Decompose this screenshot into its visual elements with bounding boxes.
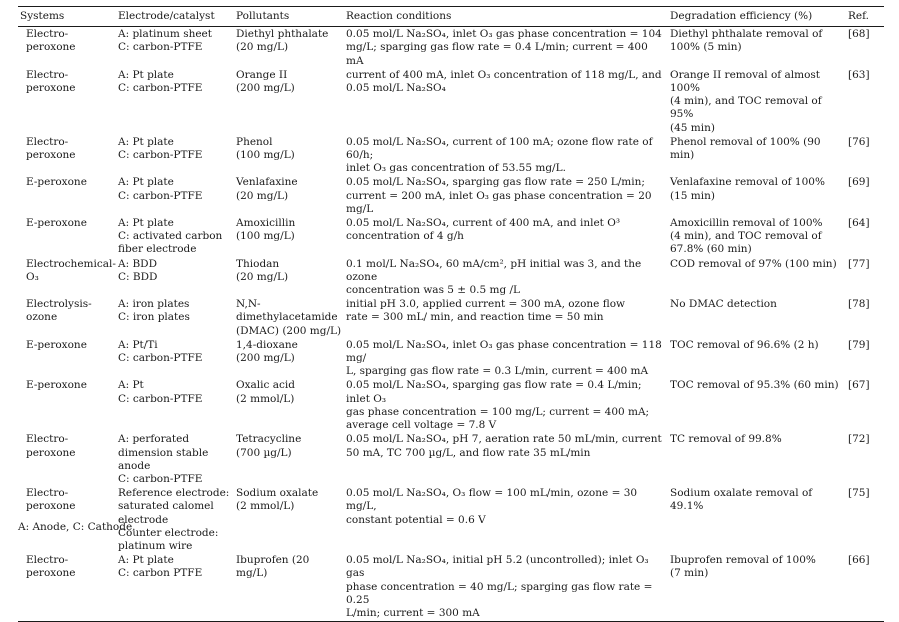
- cell-line: Electrolysis-: [26, 298, 92, 311]
- cell-system: [18, 135, 116, 176]
- cell-electrode: [116, 378, 234, 432]
- cell-line: electrode: [118, 513, 169, 526]
- cell-line: L/min; current = 300 mA: [346, 606, 480, 619]
- cell-line: (DMAC) (200 mg/L): [236, 324, 342, 337]
- cell-conditions: [344, 216, 668, 257]
- cell-line: 0.05 mol/L Na₂SO₄: [346, 82, 446, 95]
- cell-pollutant: [234, 135, 344, 176]
- cell-efficiency: [668, 378, 846, 432]
- cell-line: (100 mg/L): [236, 230, 295, 243]
- cell-line: E-peroxone: [26, 176, 87, 189]
- table-footnote: A: Anode, C: Cathode.: [18, 521, 136, 533]
- table-body: [18, 27, 884, 622]
- cell-line: Electro-: [26, 487, 69, 500]
- cell-electrode: [116, 175, 234, 216]
- cell-line: dimension stable: [118, 446, 209, 459]
- cell-efficiency: [668, 175, 846, 216]
- cell-line: E-peroxone: [26, 338, 87, 351]
- cell-ref: [63]: [848, 68, 870, 81]
- table-row: [18, 175, 884, 216]
- cell-line: dimethylacetamide: [236, 311, 338, 324]
- cell-pollutant: [234, 257, 344, 298]
- cell-line: 0.05 mol/L Na₂SO₄, pH 7, aeration rate 50 mL/min, current: [346, 433, 662, 446]
- cell-pollutant: [234, 297, 344, 338]
- cell-line: Electro-: [26, 135, 69, 148]
- cell-line: (700 µg/L): [236, 446, 292, 459]
- cell-line: peroxone: [26, 41, 76, 54]
- table-row: [18, 338, 884, 379]
- table-row: [18, 378, 884, 432]
- table-row: [18, 135, 884, 176]
- cell-pollutant: [234, 27, 344, 68]
- cell-line: (7 min): [670, 567, 709, 580]
- cell-line: anode: [118, 459, 151, 472]
- cell-system: [18, 27, 116, 68]
- cell-ref: [67]: [848, 379, 870, 392]
- cell-line: concentration was 5 ± 0.5 mg /L: [346, 284, 521, 297]
- cell-pollutant: [234, 338, 344, 379]
- cell-line: C: carbon-PTFE: [118, 82, 203, 95]
- cell-line: peroxone: [26, 567, 76, 580]
- cell-line: Electrochemical-: [26, 257, 116, 270]
- cell-ref: [68]: [848, 28, 870, 41]
- cell-line: (4 min), and TOC removal of: [670, 230, 822, 243]
- cell-line: initial pH 3.0, applied current = 300 mA, ozone flow: [346, 298, 626, 311]
- cell-conditions: [344, 135, 668, 176]
- cell-line: No DMAC detection: [670, 298, 777, 311]
- cell-line: A: iron plates: [118, 298, 190, 311]
- cell-line: Amoxicillin: [236, 217, 296, 230]
- cell-system: [18, 257, 116, 298]
- cell-line: C: activated carbon: [118, 230, 223, 243]
- cell-line: Tetracycline: [236, 433, 302, 446]
- cell-electrode: [116, 338, 234, 379]
- table-row: [18, 27, 884, 68]
- cell-ref: [77]: [848, 257, 870, 270]
- cell-ref: [79]: [848, 338, 870, 351]
- cell-line: TC removal of 99.8%: [670, 433, 782, 446]
- cell-line: A: Pt/Ti: [118, 338, 158, 351]
- cell-pollutant: [234, 216, 344, 257]
- cell-electrode: [116, 257, 234, 298]
- cell-system: [18, 175, 116, 216]
- cell-electrode: [116, 432, 234, 486]
- cell-pollutant: [234, 432, 344, 486]
- cell-system: [18, 216, 116, 257]
- header-systems: Systems: [18, 7, 116, 27]
- cell-line: gas phase concentration = 100 mg/L; current = 400 mA;: [346, 405, 650, 418]
- cell-pollutant: [234, 553, 344, 622]
- cell-electrode: [116, 135, 234, 176]
- table-row: [18, 297, 884, 338]
- cell-conditions: [344, 68, 668, 135]
- cell-system: [18, 297, 116, 338]
- cell-line: C: carbon-PTFE: [118, 352, 203, 365]
- cell-line: E-peroxone: [26, 379, 87, 392]
- table-row: [18, 68, 884, 135]
- cell-line: C: carbon-PTFE: [118, 472, 203, 485]
- cell-line: Oxalic acid: [236, 379, 295, 392]
- cell-line: TOC removal of 96.6% (2 h): [670, 338, 819, 351]
- cell-line: peroxone: [26, 446, 76, 459]
- cell-system: [18, 68, 116, 135]
- cell-ref: [78]: [848, 298, 870, 311]
- cell-line: C: carbon-PTFE: [118, 41, 203, 54]
- cell-line: Venlafaxine removal of 100%: [670, 176, 825, 189]
- cell-line: (20 mg/L): [236, 189, 289, 202]
- cell-line: C: BDD: [118, 270, 158, 283]
- cell-system: [18, 338, 116, 379]
- cell-line: A: Pt: [118, 379, 144, 392]
- table-row: [18, 257, 884, 298]
- header-ref: Ref.: [846, 7, 884, 27]
- cell-line: (200 mg/L): [236, 352, 295, 365]
- cell-line: Electro-: [26, 68, 69, 81]
- cell-line: A: Pt plate: [118, 135, 174, 148]
- cell-line: C: iron plates: [118, 311, 190, 324]
- cell-line: 0.05 mol/L Na₂SO₄, inlet O₃ gas phase concentration = 104: [346, 28, 662, 41]
- cell-line: Ibuprofen (20 mg/L): [236, 554, 310, 580]
- cell-line: 0.05 mol/L Na₂SO₄, initial pH 5.2 (uncontrolled); inlet O₃ gas: [346, 554, 649, 580]
- cell-system: [18, 553, 116, 622]
- cell-line: (20 mg/L): [236, 41, 289, 54]
- cell-electrode: [116, 27, 234, 68]
- cell-ref: [64]: [848, 217, 870, 230]
- cell-line: A: Pt plate: [118, 554, 174, 567]
- cell-line: Venlafaxine: [236, 176, 298, 189]
- cell-pollutant: [234, 486, 344, 553]
- header-efficiency: Degradation efficiency (%): [668, 7, 846, 27]
- cell-line: Orange II: [236, 68, 288, 81]
- cell-line: rate = 300 mL/ min, and reaction time = 50 min: [346, 311, 604, 324]
- cell-line: A: perforated: [118, 433, 190, 446]
- cell-line: 0.05 mol/L Na₂SO₄, current of 400 mA, and inlet O³: [346, 217, 621, 230]
- cell-conditions: [344, 27, 668, 68]
- cell-line: (20 mg/L): [236, 270, 289, 283]
- cell-line: mg/L; sparging gas flow rate = 0.4 L/min; current = 400 mA: [346, 41, 648, 67]
- cell-line: A: BDD: [118, 257, 158, 270]
- cell-line: 100% (5 min): [670, 41, 742, 54]
- cell-line: (2 mmol/L): [236, 500, 295, 513]
- cell-line: 1,4-dioxane: [236, 338, 298, 351]
- cell-conditions: [344, 553, 668, 622]
- cell-conditions: [344, 175, 668, 216]
- cell-ref: [69]: [848, 176, 870, 189]
- cell-line: C: carbon PTFE: [118, 567, 203, 580]
- cell-efficiency: [668, 338, 846, 379]
- cell-conditions: [344, 257, 668, 298]
- table-row: [18, 553, 884, 622]
- cell-line: Reference electrode:: [118, 487, 230, 500]
- cell-line: peroxone: [26, 149, 76, 162]
- cell-line: platinum wire: [118, 539, 193, 552]
- cell-electrode: [116, 486, 234, 553]
- cell-line: TOC removal of 95.3% (60 min): [670, 379, 839, 392]
- cell-ref: [72]: [848, 433, 870, 446]
- cell-efficiency: [668, 135, 846, 176]
- cell-line: C: carbon-PTFE: [118, 392, 203, 405]
- cell-efficiency: [668, 486, 846, 553]
- cell-line: current = 200 mA, inlet O₃ gas phase concentration = 20 mg/L: [346, 189, 652, 215]
- cell-efficiency: [668, 216, 846, 257]
- cell-pollutant: [234, 175, 344, 216]
- cell-line: Orange II removal of almost 100%: [670, 68, 821, 95]
- cell-line: current of 400 mA, inlet O₃ concentration of 118 mg/L, and: [346, 68, 662, 81]
- cell-line: A: platinum sheet: [118, 28, 212, 41]
- cell-line: constant potential = 0.6 V: [346, 513, 486, 526]
- cell-line: 50 mA, TC 700 µg/L, and flow rate 35 mL/min: [346, 446, 591, 459]
- header-pollutants: Pollutants: [234, 7, 344, 27]
- cell-line: Diethyl phthalate removal of: [670, 28, 823, 41]
- cell-line: fiber electrode: [118, 243, 197, 256]
- cell-line: (15 min): [670, 189, 715, 202]
- cell-line: 67.8% (60 min): [670, 243, 752, 256]
- cell-line: N,N-: [236, 298, 261, 311]
- cell-ref: [66]: [846, 553, 884, 622]
- cell-line: Electro-: [26, 554, 69, 567]
- cell-electrode: [116, 297, 234, 338]
- cell-line: 0.05 mol/L Na₂SO₄, O₃ flow = 100 mL/min, ozone = 30 mg/L,: [346, 487, 638, 513]
- cell-line: O₃: [26, 270, 39, 283]
- cell-conditions: [344, 338, 668, 379]
- cell-conditions: [344, 378, 668, 432]
- cell-electrode: [116, 553, 234, 622]
- cell-line: E-peroxone: [26, 217, 87, 230]
- cell-line: concentration of 4 g/h: [346, 230, 464, 243]
- cell-conditions: [344, 486, 668, 553]
- cell-electrode: [116, 216, 234, 257]
- cell-line: COD removal of 97% (100 min): [670, 257, 837, 270]
- cell-line: peroxone: [26, 82, 76, 95]
- cell-ref: [76]: [848, 135, 870, 148]
- table-row: [18, 216, 884, 257]
- cell-line: 0.05 mol/L Na₂SO₄, inlet O₃ gas phase concentration = 118 mg/: [346, 338, 662, 365]
- cell-line: L, sparging gas flow rate = 0.3 L/min, current = 400 mA: [346, 365, 649, 378]
- cell-line: 0.05 mol/L Na₂SO₄, current of 100 mA; ozone flow rate of 60/h;: [346, 135, 653, 162]
- cell-efficiency: [668, 68, 846, 135]
- data-table: [18, 6, 884, 622]
- cell-line: Diethyl phthalate: [236, 28, 329, 41]
- cell-line: (2 mmol/L): [236, 392, 295, 405]
- cell-pollutant: [234, 68, 344, 135]
- cell-line: average cell voltage = 7.8 V: [346, 419, 497, 432]
- cell-line: 0.05 mol/L Na₂SO₄, sparging gas flow rate = 0.4 L/min; inlet O₃: [346, 379, 642, 405]
- cell-line: A: Pt plate: [118, 68, 174, 81]
- cell-line: 0.05 mol/L Na₂SO₄, sparging gas flow rate = 250 L/min;: [346, 176, 645, 189]
- cell-line: ozone: [26, 311, 58, 324]
- cell-electrode: [116, 68, 234, 135]
- cell-line: Electro-: [26, 433, 69, 446]
- cell-line: C: carbon-PTFE: [118, 189, 203, 202]
- cell-efficiency: [668, 257, 846, 298]
- cell-line: Sodium oxalate removal of 49.1%: [670, 487, 813, 513]
- cell-conditions: [344, 432, 668, 486]
- cell-efficiency: [668, 432, 846, 486]
- cell-system: [18, 486, 116, 553]
- cell-line: Sodium oxalate: [236, 487, 319, 500]
- cell-system: [18, 432, 116, 486]
- header-electrode: Electrode/catalyst: [116, 7, 234, 27]
- cell-line: Thiodan: [236, 257, 280, 270]
- cell-system: [18, 378, 116, 432]
- cell-line: peroxone: [26, 500, 76, 513]
- cell-line: A: Pt plate: [118, 176, 174, 189]
- cell-line: phase concentration = 40 mg/L; sparging gas flow rate = 0.25: [346, 580, 653, 606]
- cell-line: (4 min), and TOC removal of 95%: [670, 95, 822, 121]
- cell-ref: [75]: [848, 487, 870, 500]
- cell-pollutant: [234, 378, 344, 432]
- cell-line: Amoxicillin removal of 100%: [670, 217, 823, 230]
- table-row: [18, 432, 884, 486]
- cell-line: Ibuprofen removal of 100%: [670, 554, 816, 567]
- table-header-row: [18, 7, 884, 27]
- cell-line: Electro-: [26, 28, 69, 41]
- cell-line: A: Pt plate: [118, 217, 174, 230]
- cell-efficiency: [668, 27, 846, 68]
- cell-line: 0.1 mol/L Na₂SO₄, 60 mA/cm², pH initial was 3, and the ozone: [346, 257, 642, 283]
- cell-efficiency: [668, 553, 846, 622]
- cell-line: C: carbon-PTFE: [118, 149, 203, 162]
- cell-line: inlet O₃ gas concentration of 53.55 mg/L.: [346, 162, 566, 175]
- cell-conditions: [344, 297, 668, 338]
- cell-line: (200 mg/L): [236, 82, 295, 95]
- cell-line: Counter electrode:: [118, 526, 219, 539]
- cell-line: Phenol: [236, 135, 273, 148]
- cell-line: saturated calomel: [118, 500, 214, 513]
- cell-efficiency: [668, 297, 846, 338]
- cell-line: (100 mg/L): [236, 149, 295, 162]
- cell-line: (45 min): [670, 121, 715, 134]
- header-conditions: Reaction conditions: [344, 7, 668, 27]
- cell-line: Phenol removal of 100% (90 min): [670, 135, 821, 162]
- table-row: [18, 486, 884, 553]
